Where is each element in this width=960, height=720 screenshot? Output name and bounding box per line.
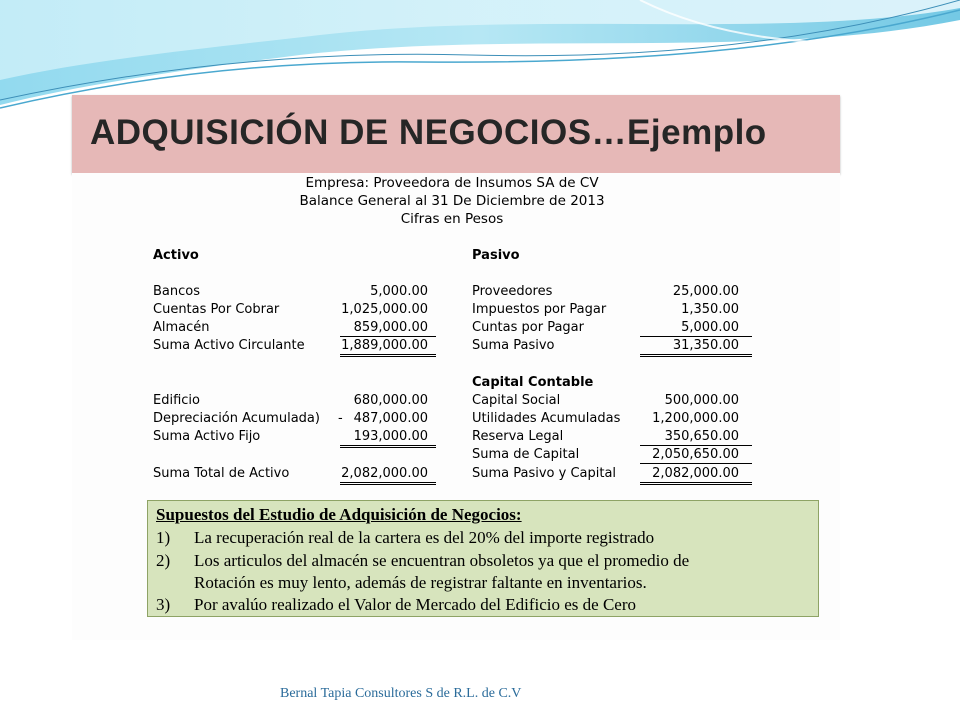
activo-value	[340, 466, 436, 485]
activo-label: Bancos	[153, 284, 200, 299]
statement-title: Balance General al 31 De Diciembre de 2013	[299, 193, 605, 209]
activo-value: 1,025,000.00	[341, 302, 428, 317]
assumption-text: Rotación es muy lento, además de registrar faltante en inventarios.	[194, 573, 647, 592]
pasivo-value: 25,000.00	[672, 284, 739, 299]
capital-value: 500,000.00	[664, 393, 739, 408]
activo-label: Suma Total de Activo	[153, 466, 290, 481]
capital-value-text: 350,650.00	[664, 429, 739, 444]
capital-value-text: 2,082,000.00	[652, 466, 739, 481]
capital-label: Reserva Legal	[472, 429, 564, 444]
pasivo-label: Cuntas por Pagar	[472, 320, 584, 335]
title-banner	[72, 95, 840, 174]
page-title: ADQUISICIÓN DE NEGOCIOS…Ejemplo	[90, 113, 767, 152]
pasivo-label: Impuestos por Pagar	[472, 302, 607, 317]
activo-label: Edificio	[153, 393, 200, 408]
assumption-number: 2)	[156, 551, 171, 570]
currency-note: Cifras en Pesos	[400, 211, 504, 227]
assumptions-title: Supuestos del Estudio de Adquisición de Negocios:	[156, 505, 522, 524]
activo-label: Suma Activo Circulante	[153, 338, 305, 353]
activo-label: Cuentas Por Cobrar	[153, 302, 280, 317]
assumption-text: Por avalúo realizado el Valor de Mercado del Edificio es de Cero	[194, 595, 636, 614]
capital-label: Suma de Capital	[472, 447, 580, 462]
capital-value	[640, 429, 752, 446]
activo-value-text: 1,889,000.00	[341, 338, 428, 353]
capital-label: Suma Pasivo y Capital	[472, 466, 617, 481]
activo-value	[340, 320, 436, 337]
assumption-text: La recuperación real de la cartera es del 20% del importe registrado	[194, 528, 655, 547]
pasivo-value: 1,350.00	[681, 302, 739, 317]
activo-value: 5,000.00	[370, 284, 428, 299]
pasivo-label: Suma Pasivo	[472, 338, 555, 353]
assumption-number: 1)	[156, 528, 171, 547]
assumptions-box	[147, 500, 819, 617]
activo-value	[340, 429, 436, 448]
minus-sign: -	[338, 411, 343, 426]
activo-label: Suma Activo Fijo	[153, 429, 261, 444]
activo-heading: Activo	[153, 248, 199, 263]
pasivo-label: Proveedores	[472, 284, 553, 299]
activo-label: Depreciación Acumulada)	[153, 411, 320, 426]
capital-heading: Capital Contable	[472, 375, 594, 390]
pasivo-value	[640, 320, 752, 337]
pasivo-value-text: 5,000.00	[681, 320, 739, 335]
activo-label: Almacén	[153, 320, 210, 335]
capital-value-text: 2,050,650.00	[652, 447, 739, 462]
pasivo-value-text: 31,350.00	[672, 338, 739, 353]
pasivo-value	[640, 338, 752, 357]
activo-value: 487,000.00	[353, 411, 428, 426]
activo-value	[340, 338, 436, 357]
activo-value-text: 859,000.00	[353, 320, 428, 335]
pasivo-heading: Pasivo	[472, 248, 520, 263]
capital-label: Capital Social	[472, 393, 561, 408]
assumption-number: 3)	[156, 595, 171, 614]
assumption-text: Los articulos del almacén se encuentran obsoletos ya que el promedio de	[194, 551, 690, 570]
capital-value	[640, 466, 752, 485]
footer-company: Bernal Tapia Consultores S de R.L. de C.V	[280, 686, 522, 701]
capital-value: 1,200,000.00	[652, 411, 739, 426]
activo-value: 680,000.00	[353, 393, 428, 408]
activo-value-text: 193,000.00	[353, 429, 428, 444]
capital-label: Utilidades Acumuladas	[472, 411, 621, 426]
company-name: Empresa: Proveedora de Insumos SA de CV	[305, 175, 599, 191]
capital-value	[640, 447, 752, 464]
activo-value-text: 2,082,000.00	[341, 466, 428, 481]
